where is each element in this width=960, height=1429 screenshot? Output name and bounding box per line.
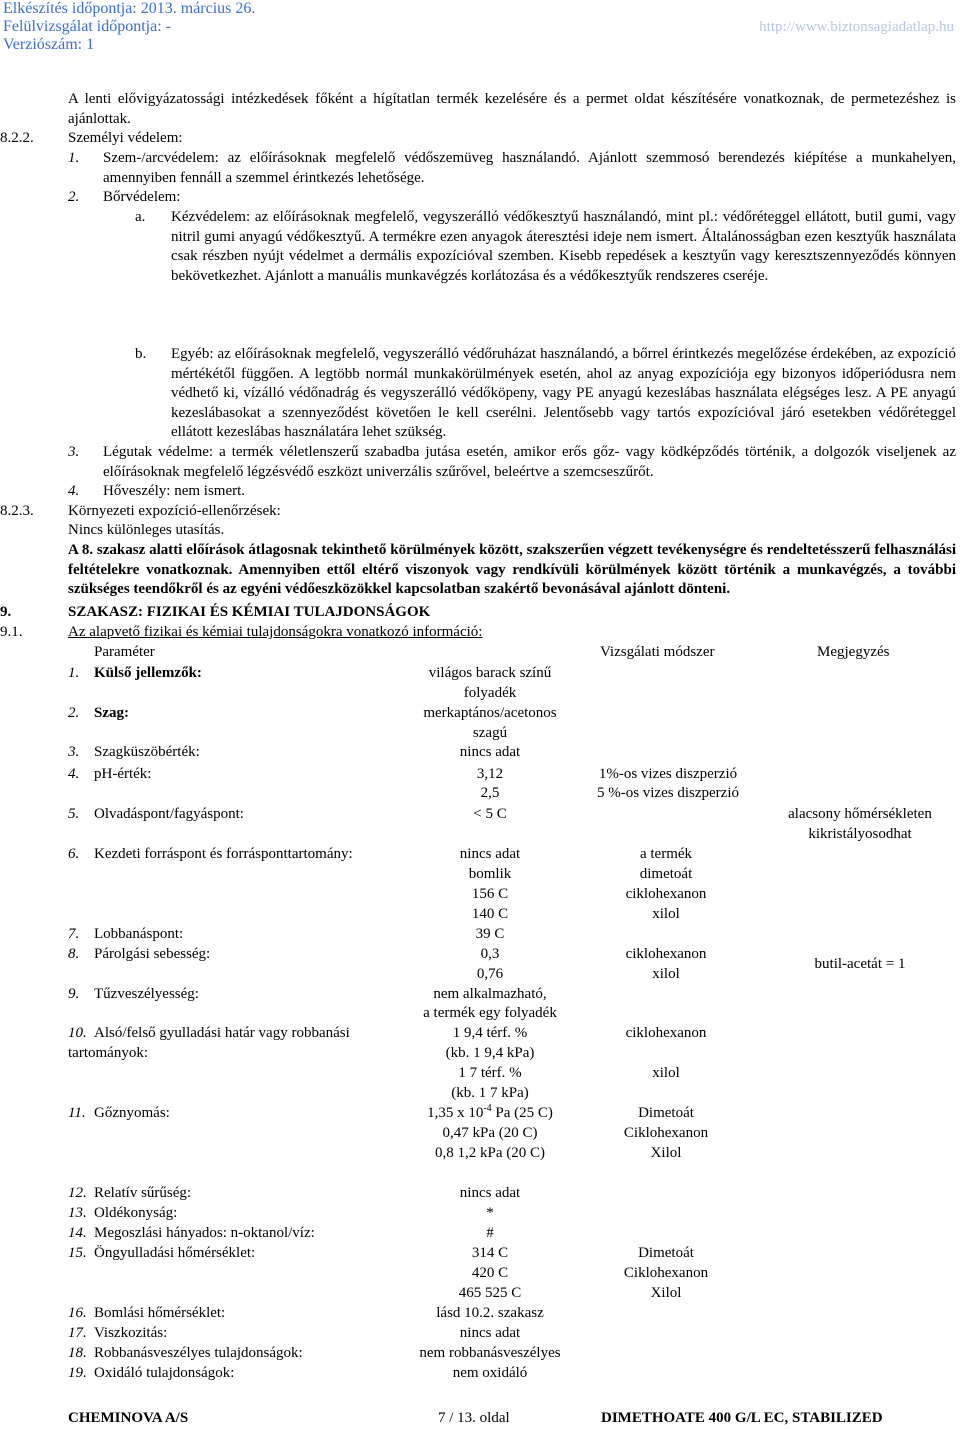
row-value: 3,12 xyxy=(476,766,504,782)
row-method: 5 %-os vizes diszperzió xyxy=(596,785,740,801)
row-method: Xilol xyxy=(650,1285,682,1301)
row-method: Ciklohexanon xyxy=(623,1125,709,1141)
row-number: 1. xyxy=(68,665,80,681)
row-label: Relatív sűrűség: xyxy=(94,1185,192,1201)
row-number: 15. xyxy=(68,1245,87,1261)
row-label: Oxidáló tulajdonságok: xyxy=(94,1365,235,1381)
row-method: xilol xyxy=(652,966,680,982)
row-method: Xilol xyxy=(650,1145,682,1161)
row-value: nincs adat xyxy=(459,1325,521,1341)
row-method: ciklohexanon xyxy=(625,1025,707,1041)
row-value: nincs adat xyxy=(459,1185,521,1201)
row-value: 1,35 x $10^{-4}$ Pa (25 C) xyxy=(427,1103,553,1121)
row-label: Alsó/felső gyulladási határ vagy robbanási xyxy=(94,1025,350,1041)
header-url-link[interactable]: http://www.biztonsagiadatlap.hu xyxy=(759,19,954,35)
row-number: 5. xyxy=(68,806,80,822)
row-number: 11. xyxy=(68,1105,86,1121)
row-method: 1%-os vizes diszperzió xyxy=(598,766,738,782)
subsection-number: 9.1. xyxy=(0,624,23,640)
row-value: * xyxy=(486,1205,494,1221)
row-value: 0,8 1,2 kPa (20 C) xyxy=(435,1145,545,1161)
row-label: Szagküszöbérték: xyxy=(94,744,200,760)
skin-protection-title: Bőrvédelem: xyxy=(103,189,181,205)
row-label: Robbanásveszélyes tulajdonságok: xyxy=(94,1345,303,1361)
row-number: 3. xyxy=(68,744,80,760)
row-label: tartományok: xyxy=(68,1045,148,1061)
row-method: Dimetoát xyxy=(638,1245,694,1261)
row-label: Megoszlási hányados: n-oktanol/víz: xyxy=(94,1225,315,1241)
row-value: 156 C xyxy=(471,886,509,902)
row-method: xilol xyxy=(652,1065,680,1081)
hand-protection-text: Kézvédelem: az előírásoknak megfelelő, vegyszerálló védőkesztyű használandó, mint pl.: védőréteggel ellátott, butil gumi, vagy nitril gumi anyagú védőkesztyű. A termékre ezen anyagok áteresztési ideje nem ismert. Általánosságban ezen kesztyűk használata csak részben nyújt védelmet a dermális expozícióval szemben. Kisebb repedések a kesztyűn vagy keresztszennyeződés könnyen bekövetkezhet. Ajánlott a manuális munkavégzés korlátozása és a védőkesztyűk rendszeres cseréje. xyxy=(171,209,956,284)
item-number: 4. xyxy=(68,483,80,499)
sub-item-label: b. xyxy=(135,346,147,362)
row-number: 6. xyxy=(68,846,80,862)
thermal-hazard-text: Hőveszély: nem ismert. xyxy=(103,483,246,499)
section-number: 8.2.2. xyxy=(0,130,34,146)
row-value: a termék egy folyadék xyxy=(423,1005,557,1021)
section-number: 8.2.3. xyxy=(0,503,34,519)
row-label: Olvadáspont/fagyáspont: xyxy=(94,806,244,822)
footer-page-number: 7 / 13. oldal xyxy=(438,1410,510,1426)
row-method: dimetoát xyxy=(639,866,693,882)
column-header-method: Vizsgálati módszer xyxy=(600,644,715,660)
row-value: 465 525 C xyxy=(458,1285,522,1301)
row-label: Párolgási sebesség: xyxy=(94,946,211,962)
row-number: 13. xyxy=(68,1205,87,1221)
env-exposure-text: Nincs különleges utasítás. xyxy=(68,522,225,538)
row-value: (kb. 1 7 kPa) xyxy=(451,1085,529,1101)
row-note: kikristályosodhat xyxy=(808,826,912,842)
column-header-parameter: Paraméter xyxy=(94,644,155,660)
row-method: ciklohexanon xyxy=(625,886,707,902)
row-value: 0,3 xyxy=(480,946,500,962)
sub-item-label: a. xyxy=(135,209,146,225)
eye-protection-text: Szem-/arcvédelem: az előírásoknak megfelelő védőszemüveg használandó. Ajánlott szemmosó berendezés kiépítése a munkahelyen, amennyiben fennáll a szemmel érintkezés lehetősége. xyxy=(103,150,956,186)
row-note: alacsony hőmérsékleten xyxy=(788,806,932,822)
row-number: 4. xyxy=(68,766,80,782)
row-number: 14. xyxy=(68,1225,87,1241)
row-method: Ciklohexanon xyxy=(623,1265,709,1281)
row-label: Kezdeti forráspont és forrásponttartomány: xyxy=(94,846,353,862)
row-value: < 5 C xyxy=(473,806,507,822)
footer-company: CHEMINOVA A/S xyxy=(68,1410,189,1426)
row-value: nem alkalmazható, xyxy=(433,986,547,1002)
row-label: Öngyulladási hőmérséklet: xyxy=(94,1245,256,1261)
subsection-title: Az alapvető fizikai és kémiai tulajdonságokra vonatkozó információ: xyxy=(68,624,483,640)
item-number: 3. xyxy=(68,444,80,460)
row-value: (kb. 1 9,4 kPa) xyxy=(445,1045,535,1061)
section-8-note: A 8. szakasz alatti előírások átlagosnak tekinthető körülmények között, szakszerűen végzett tevékenységre és rendeltetésszerű felhasználási feltételekre vonatkoznak. Amennyiben ettől eltérő viszonyok vagy rendkívüli körülmények között történik a munkavégzés, a további szükséges teendőkről és az egyéni védőeszközökkel kapcsolatban szakértő bevonásával ajánlott dönteni. xyxy=(68,542,956,597)
row-label: Tűzveszélyesség: xyxy=(94,986,199,1002)
row-value: világos barack színű xyxy=(428,665,552,681)
row-value: 1 7 térf. % xyxy=(458,1065,522,1081)
item-number: 2. xyxy=(68,189,80,205)
row-label: Szag: xyxy=(94,705,129,721)
review-date: Felülvizsgálat időpontja: - xyxy=(3,18,171,35)
row-number: 18. xyxy=(68,1345,87,1361)
row-label: Bomlási hőmérséklet: xyxy=(94,1305,226,1321)
section-number: 9. xyxy=(0,604,12,620)
row-label: pH-érték: xyxy=(94,766,152,782)
row-value: # xyxy=(486,1225,494,1241)
row-value: nem oxidáló xyxy=(452,1365,528,1381)
section-title: Személyi védelem: xyxy=(68,130,183,146)
row-value: nincs adat xyxy=(459,846,521,862)
row-method: Dimetoát xyxy=(638,1105,694,1121)
row-value: 314 C xyxy=(471,1245,509,1261)
row-value: 140 C xyxy=(471,906,509,922)
row-number: 16. xyxy=(68,1305,87,1321)
row-note: butil-acetát = 1 xyxy=(814,956,906,972)
row-method: a termék xyxy=(639,846,693,862)
row-number: 17. xyxy=(68,1325,87,1341)
row-label: Külső jellemzők: xyxy=(94,665,202,681)
row-value: 1 9,4 térf. % xyxy=(452,1025,528,1041)
row-label: Lobbanáspont: xyxy=(94,926,184,942)
row-value: bomlik xyxy=(468,866,512,882)
row-value: nincs adat xyxy=(459,744,521,760)
document-header xyxy=(3,0,255,54)
row-value: 420 C xyxy=(471,1265,509,1281)
row-method: ciklohexanon xyxy=(625,946,707,962)
row-label: Oldékonyság: xyxy=(94,1205,178,1221)
section-9-title: SZAKASZ: FIZIKAI ÉS KÉMIAI TULAJDONSÁGOK xyxy=(68,604,431,620)
row-value: merkaptános/acetonos xyxy=(423,705,557,721)
footer-product-name: DIMETHOATE 400 G/L EC, STABILIZED xyxy=(601,1410,883,1426)
row-label: Viszkozitás: xyxy=(94,1325,168,1341)
row-number: 7. xyxy=(68,926,80,942)
other-protection-text: Egyéb: az előírásoknak megfelelő, vegyszerálló védőruházat használandó, a bőrrel érintkezés megelőzése érdekében, az expozíció mértékétől függően. A legtöbb normál munkakörülmények esetén, ahol az anyag expozíciója egy bizonyos időperiódusra nem védhető ki, vízálló védőnadrág és vegyszerálló védőköpeny, vagy PE anyagú kezeslábas használata elégséges lesz. A PE anyagú kezeslábasokat a szennyeződést követően le kell cserélni. Jelentősebb vagy tartós expozícióval járó esetekben védőréteggel ellátott kezeslábas használatára lehet szükség. xyxy=(171,346,956,440)
section-title: Környezeti expozíció-ellenőrzések: xyxy=(68,503,281,519)
respiratory-protection-text: Légutak védelme: a termék véletlenszerű szabadba jutása esetén, amikor erős gőz- vagy ködképződés történik, a dolgozók viseljenek az előírásoknak megfelelő légzésvédő eszközt univerzális szűrővel, beleértve a szemcseszűrőt. xyxy=(103,444,956,480)
row-number: 12. xyxy=(68,1185,87,1201)
row-value: nem robbanásveszélyes xyxy=(419,1345,561,1361)
row-value: folyadék xyxy=(463,685,517,701)
row-value: 2,5 xyxy=(480,785,500,801)
row-number: 2. xyxy=(68,705,80,721)
item-number: 1. xyxy=(68,150,80,166)
row-value: 0,47 kPa (20 C) xyxy=(442,1125,538,1141)
row-number: 10. xyxy=(68,1025,87,1041)
column-header-note: Megjegyzés xyxy=(817,644,890,660)
row-number: 19. xyxy=(68,1365,87,1381)
created-date: Elkészítés időpontja: 2013. március 26. xyxy=(3,0,256,17)
row-value: szagú xyxy=(472,725,508,741)
row-label: Gőznyomás: xyxy=(94,1105,170,1121)
row-value: 0,76 xyxy=(476,966,504,982)
row-number: 8. xyxy=(68,946,80,962)
row-value: 39 C xyxy=(475,926,505,942)
row-method: xilol xyxy=(652,906,680,922)
row-value: lásd 10.2. szakasz xyxy=(436,1305,544,1321)
intro-paragraph: A lenti elővigyázatossági intézkedések főként a hígítatlan termék kezelésére és a permet oldat készítésére vonatkoznak, de permetezéshez is ajánlottak. xyxy=(68,91,956,127)
version-number: Verziószám: 1 xyxy=(3,36,95,53)
row-number: 9. xyxy=(68,986,80,1002)
